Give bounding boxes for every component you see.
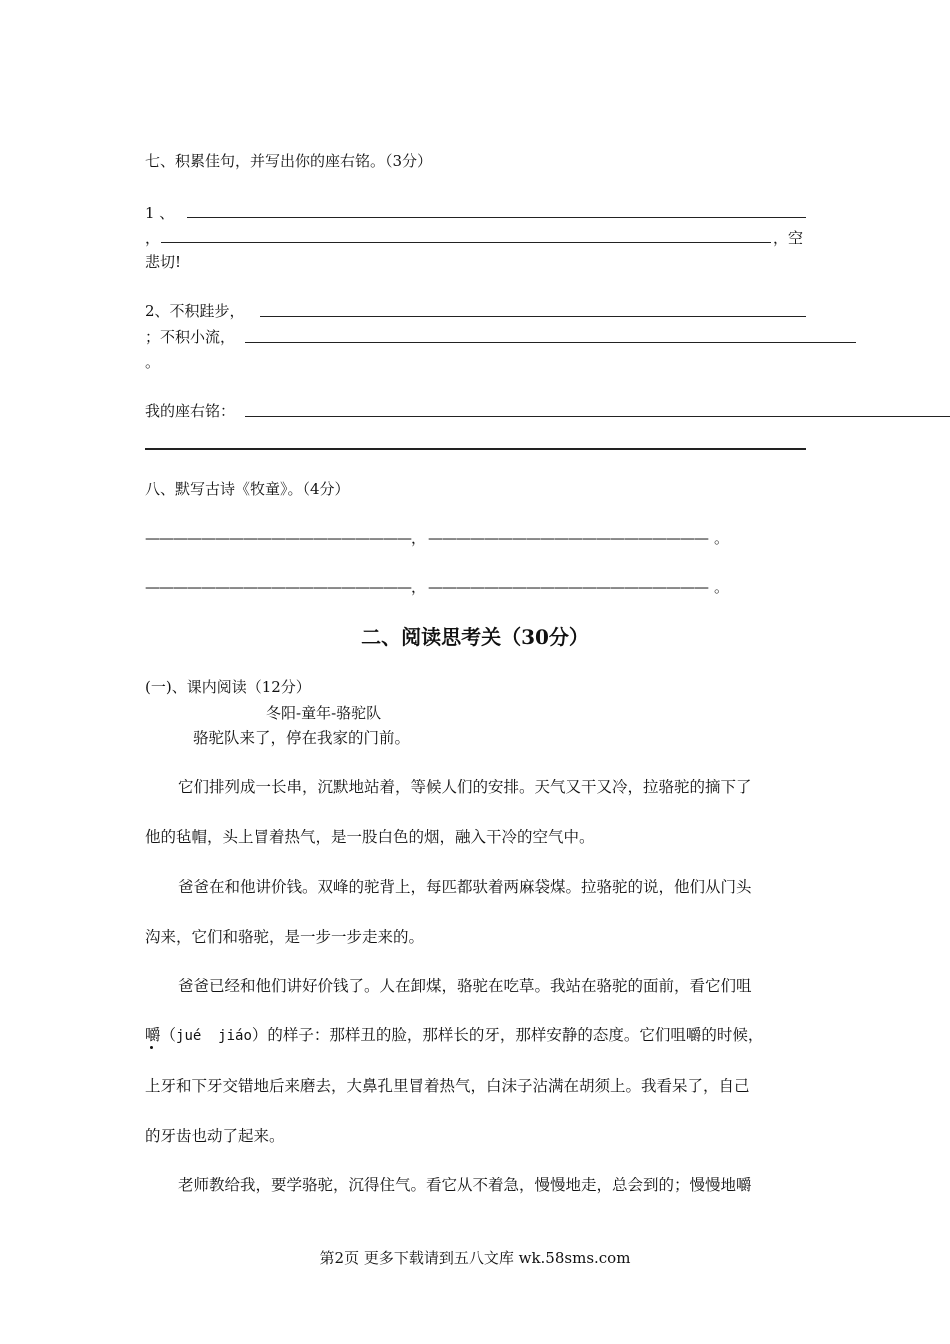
reading-p5-line1: 老师教给我，要学骆驼，沉得住气。看它从不着急，慢慢地走，总会到的；慢慢地嚼 xyxy=(178,1176,752,1194)
q1-tail: 悲切! xyxy=(145,253,182,271)
motto-blank-1[interactable] xyxy=(245,416,950,417)
q1-end: ，空 xyxy=(773,229,804,247)
reading-p1: 骆驼队来了，停在我家的门前。 xyxy=(193,729,411,747)
q1-blank-2[interactable] xyxy=(161,242,771,243)
reading-p3-line1: 爸爸在和他讲价钱。双峰的驼背上，每匹都驮着两麻袋煤。拉骆驼的说，他们从门头 xyxy=(178,878,752,896)
q2-label: 2、不积跬步， xyxy=(145,302,245,320)
section7-heading: 七、积累佳句，并写出你的座右铭。（3分） xyxy=(145,152,433,170)
section8-heading: 八、默写古诗《牧童》。（4分） xyxy=(145,480,350,498)
q2-mid: ；不积小流， xyxy=(145,328,236,346)
q2-end: 。 xyxy=(145,353,161,371)
poem-row1-left[interactable]: ——————————————————— xyxy=(145,529,411,547)
motto-blank-2[interactable] xyxy=(145,448,806,450)
reading-p4-line4: 的牙齿也动了起来。 xyxy=(145,1127,285,1145)
reading-p4-line1: 爸爸已经和他们讲好价钱了。人在卸煤，骆驼在吃草。我站在骆驼的面前，看它们咀 xyxy=(178,977,752,995)
motto-label: 我的座右铭： xyxy=(145,402,236,420)
poem-row1-right[interactable]: ———————————————————— xyxy=(428,529,708,547)
q1-blank-1[interactable] xyxy=(187,217,806,218)
reading-subheading: (一)、课内阅读（12分） xyxy=(145,678,311,696)
poem-row1-end: 。 xyxy=(714,529,730,547)
reading-source: 冬阳-童年-骆驼队 xyxy=(266,704,382,722)
poem-row2-end: 。 xyxy=(714,578,730,596)
reading-p3-line2: 沟来，它们和骆驼，是一步一步走来的。 xyxy=(145,928,425,946)
poem-row2-left[interactable]: ——————————————————— xyxy=(145,578,411,596)
poem-row2-right[interactable]: ———————————————————— xyxy=(428,578,708,596)
poem-row2-sep: ， xyxy=(411,578,427,596)
q1-comma: ， xyxy=(145,229,161,247)
reading-pinyin: jué jiáo xyxy=(176,1028,252,1044)
q2-blank-2[interactable] xyxy=(245,342,856,343)
part2-title: 二、阅读思考关（30分） xyxy=(361,625,589,649)
reading-p2-line2: 他的毡帽，头上冒着热气，是一股白色的烟，融入干冷的空气中。 xyxy=(145,828,595,846)
page-footer[interactable]: 第2页 更多下载请到五八文库 wk.58sms.com xyxy=(319,1249,631,1267)
q2-blank-1[interactable] xyxy=(260,316,806,317)
q1-label: 1 、 xyxy=(145,204,175,222)
reading-p4-line2-b: ）的样子：那样丑的脸，那样长的牙，那样安静的态度。它们咀嚼的时候， xyxy=(251,1026,764,1044)
reading-p4-line2-a: 嚼（ xyxy=(145,1026,177,1044)
reading-p4-line3: 上牙和下牙交错地后来磨去，大鼻孔里冒着热气，白沫子沾满在胡须上。我看呆了，自己 xyxy=(145,1077,750,1095)
reading-p2-line1: 它们排列成一长串，沉默地站着，等候人们的安排。天气又干又冷，拉骆驼的摘下了 xyxy=(178,778,752,796)
poem-row1-sep: ， xyxy=(411,529,427,547)
emphasis-dot xyxy=(150,1046,153,1049)
reading-p4-line2 xyxy=(145,1025,763,1046)
